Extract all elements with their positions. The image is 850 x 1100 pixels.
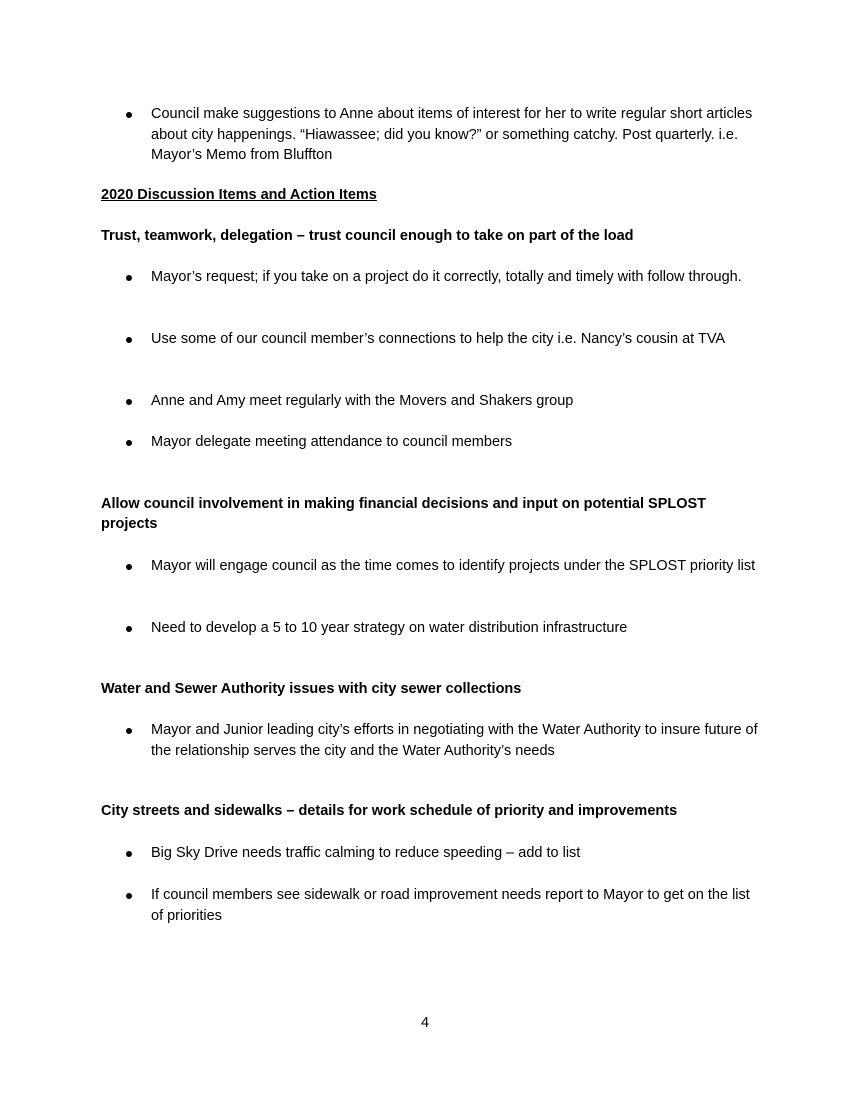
bullet-list bbox=[101, 843, 761, 864]
list-item-text: Need to develop a 5 to 10 year strategy on water distribution infrastructure bbox=[151, 620, 628, 636]
list-item-text: Council make suggestions to Anne about items of interest for her to write regular short articles about city happenings. “Hiawassee; did you know?” or something catchy. Post quarterly. i.e. Mayor’s Memo from Bluffton bbox=[151, 106, 753, 163]
list-item bbox=[101, 885, 761, 926]
section-water-sewer bbox=[101, 679, 761, 699]
list-item-text: Mayor and Junior leading city’s efforts in negotiating with the Water Authority to insure future of the relationship serves the city and the Water Authority’s needs bbox=[151, 722, 758, 759]
bullet-list bbox=[101, 329, 761, 350]
bullet-list bbox=[101, 391, 761, 412]
section-heading: City streets and sidewalks – details for work schedule of priority and improvements bbox=[101, 803, 678, 819]
list-item-text: Anne and Amy meet regularly with the Movers and Shakers group bbox=[151, 393, 574, 409]
list-item-text: If council members see sidewalk or road improvement needs report to Mayor to get on the list of priorities bbox=[151, 887, 750, 924]
bullet-icon bbox=[126, 728, 132, 734]
intro-bullet-list bbox=[101, 104, 761, 166]
list-item bbox=[101, 843, 761, 864]
bullet-list-container bbox=[101, 618, 761, 639]
bullet-list bbox=[101, 267, 761, 288]
bullet-icon bbox=[126, 440, 132, 446]
list-item bbox=[101, 329, 761, 350]
bullet-list-container bbox=[101, 556, 761, 577]
bullet-list-container bbox=[101, 329, 761, 350]
list-item-text: Use some of our council member’s connections to help the city i.e. Nancy’s cousin at TVA bbox=[151, 331, 726, 347]
list-item bbox=[101, 556, 761, 577]
bullet-list bbox=[101, 720, 761, 761]
intro-bullet-list-container bbox=[101, 104, 761, 166]
section-heading: Water and Sewer Authority issues with city sewer collections bbox=[101, 681, 522, 697]
list-item bbox=[101, 618, 761, 639]
bullet-icon bbox=[126, 275, 132, 281]
bullet-icon bbox=[126, 399, 132, 405]
list-item-text: Mayor delegate meeting attendance to council members bbox=[151, 434, 513, 450]
bullet-list-container bbox=[101, 720, 761, 761]
page-number: 4 bbox=[420, 1015, 430, 1031]
list-item bbox=[101, 104, 761, 166]
list-item bbox=[101, 720, 761, 761]
bullet-list-container bbox=[101, 391, 761, 412]
bullet-list bbox=[101, 618, 761, 639]
list-item-text: Mayor will engage council as the time comes to identify projects under the SPLOST priority list bbox=[151, 558, 756, 574]
list-item-text: Big Sky Drive needs traffic calming to reduce speeding – add to list bbox=[151, 845, 581, 861]
list-item-text: Mayor’s request; if you take on a project do it correctly, totally and timely with follow through. bbox=[151, 269, 742, 285]
bullet-icon bbox=[126, 337, 132, 343]
bullet-list bbox=[101, 885, 761, 926]
bullet-list-container bbox=[101, 267, 761, 288]
bullet-list-container bbox=[101, 885, 761, 926]
section-title-container bbox=[101, 185, 761, 205]
bullet-icon bbox=[126, 564, 132, 570]
bullet-list-container bbox=[101, 432, 761, 453]
section-title: 2020 Discussion Items and Action Items bbox=[101, 187, 377, 203]
section-heading: Trust, teamwork, delegation – trust council enough to take on part of the load bbox=[101, 228, 634, 244]
bullet-icon bbox=[126, 893, 132, 899]
bullet-list bbox=[101, 432, 761, 453]
section-streets-sidewalks bbox=[101, 801, 761, 821]
bullet-list bbox=[101, 556, 761, 577]
section-heading: Allow council involvement in making financial decisions and input on potential SPLOST projects bbox=[101, 496, 707, 532]
list-item bbox=[101, 432, 761, 453]
list-item bbox=[101, 391, 761, 412]
list-item bbox=[101, 267, 761, 288]
bullet-icon bbox=[126, 626, 132, 632]
section-council-involvement bbox=[101, 494, 761, 534]
section-trust-teamwork bbox=[101, 226, 761, 246]
bullet-icon bbox=[126, 851, 132, 857]
bullet-list-container bbox=[101, 843, 761, 864]
bullet-icon bbox=[126, 112, 132, 118]
